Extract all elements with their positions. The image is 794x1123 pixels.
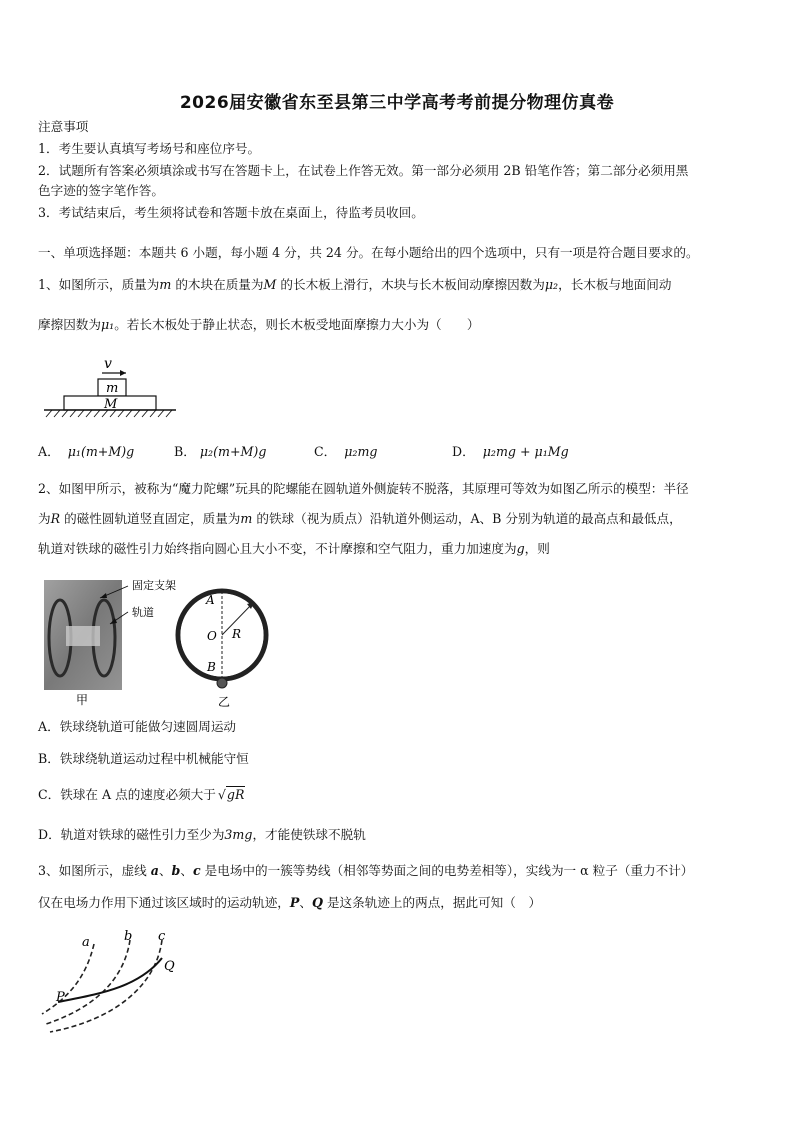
q1-option-b[interactable]: B． μ₂(m+M)g bbox=[174, 444, 267, 459]
q2-stem-line1: 2、如图甲所示，被称为“魔力陀螺”玩具的陀螺能在圆轨道外侧旋转不脱落，其原理可等效为如图乙所示的模型：半径 bbox=[38, 481, 689, 496]
q2-option-c[interactable]: C．铁球在 A 点的速度必须大于 √gR bbox=[38, 787, 245, 802]
notice-item-3: 3．考试结束后，考生须将试卷和答题卡放在桌面上，待监考员收回。 bbox=[38, 205, 424, 220]
q2-option-d[interactable]: D．轨道对铁球的磁性引力至少为3mg，才能使铁球不脱轨 bbox=[38, 827, 366, 842]
q1-stem-line1: 1、如图所示，质量为m 的木块在质量为M 的长木板上滑行，木块与长木板间动摩擦因数为μ₂，长木板与地面间动 bbox=[38, 277, 672, 292]
notice-heading: 注意事项 bbox=[38, 119, 89, 134]
notice-item-1: 1．考生要认真填写考场号和座位序号。 bbox=[38, 141, 261, 156]
q2-figure-yi bbox=[170, 580, 280, 710]
q3-stem-line2: 仅在电场力作用下通过该区域时的运动轨迹，P、Q 是这条轨迹上的两点，据此可知（ ） bbox=[38, 895, 542, 910]
q2-stem-line3: 轨道对铁球的磁性引力始终指向圆心且大小不变，不计摩擦和空气阻力，重力加速度为g，则 bbox=[38, 541, 550, 556]
q2-fig-R-label: R bbox=[232, 627, 242, 641]
q3-fig-a-label: a bbox=[82, 935, 90, 950]
notice-item-2: 2．试题所有答案必须填涂或书写在答题卡上，在试卷上作答无效。第一部分必须用 2B 铅笔作答；第二部分必须用黑 bbox=[38, 163, 689, 178]
q2-option-a[interactable]: A．铁球绕轨道可能做匀速圆周运动 bbox=[38, 719, 237, 734]
q1-stem-line2: 摩擦因数为μ₁。若长木板处于静止状态，则长木板受地面摩擦力大小为（ ） bbox=[38, 317, 480, 332]
q3-fig-equipotential-a bbox=[42, 944, 94, 1014]
q2-fig-iron-ball bbox=[217, 678, 227, 688]
q2-fig-O-label: O bbox=[207, 629, 217, 643]
q3-fig-P-label: P bbox=[56, 990, 65, 1005]
q3-fig-b-label: b bbox=[124, 929, 133, 944]
q2-option-b[interactable]: B．铁球绕轨道运动过程中机械能守恒 bbox=[38, 751, 249, 766]
q1-option-a[interactable]: A． μ₁(m+M)g bbox=[38, 444, 135, 459]
q2-fig-support-label: 固定支架 bbox=[132, 579, 176, 592]
q2-fig-B-label: B bbox=[207, 660, 216, 674]
q2-fig-jia-label: 甲 bbox=[76, 693, 89, 706]
q1-fig-M-label: M bbox=[104, 397, 118, 412]
q3-fig-equipotential-b bbox=[46, 940, 130, 1024]
q1-option-c[interactable]: C． μ₂mg bbox=[314, 444, 378, 459]
q2-fig-yi-label: 乙 bbox=[218, 695, 231, 709]
q2-fig-track-label: 轨道 bbox=[132, 606, 154, 619]
q2-fig-A-label: A bbox=[206, 593, 215, 607]
q1-fig-velocity-label: v bbox=[104, 356, 112, 372]
section-heading: 一、单项选择题：本题共 6 小题，每小题 4 分，共 24 分。在每小题给出的四个选项中，只有一项是符合题目要求的。 bbox=[38, 245, 699, 260]
q1-figure bbox=[40, 352, 180, 424]
q3-fig-Q-label: Q bbox=[164, 959, 175, 974]
q3-fig-c-label: c bbox=[158, 929, 166, 944]
q1-option-d[interactable]: D． μ₂mg + μ₁Mg bbox=[452, 444, 569, 459]
q1-fig-m-label: m bbox=[106, 381, 119, 396]
q2-stem-line2: 为R 的磁性圆轨道竖直固定，质量为m 的铁球（视为质点）沿轨道外侧运动，A、B 分别为轨道的最高点和最低点， bbox=[38, 511, 682, 526]
q3-figure bbox=[38, 928, 198, 1038]
page-title: 2026届安徽省东至县第三中学高考考前提分物理仿真卷 bbox=[179, 93, 615, 113]
q3-fig-equipotential-c bbox=[50, 940, 162, 1032]
q2-figure-jia bbox=[40, 576, 190, 706]
q3-stem-line1: 3、如图所示，虚线 a、b、c 是电场中的一簇等势线（相邻等势面之间的电势差相等），实线为一 α 粒子（重力不计） bbox=[38, 863, 694, 878]
notice-item-2-cont: 色字迹的签字笔作答。 bbox=[38, 183, 164, 198]
